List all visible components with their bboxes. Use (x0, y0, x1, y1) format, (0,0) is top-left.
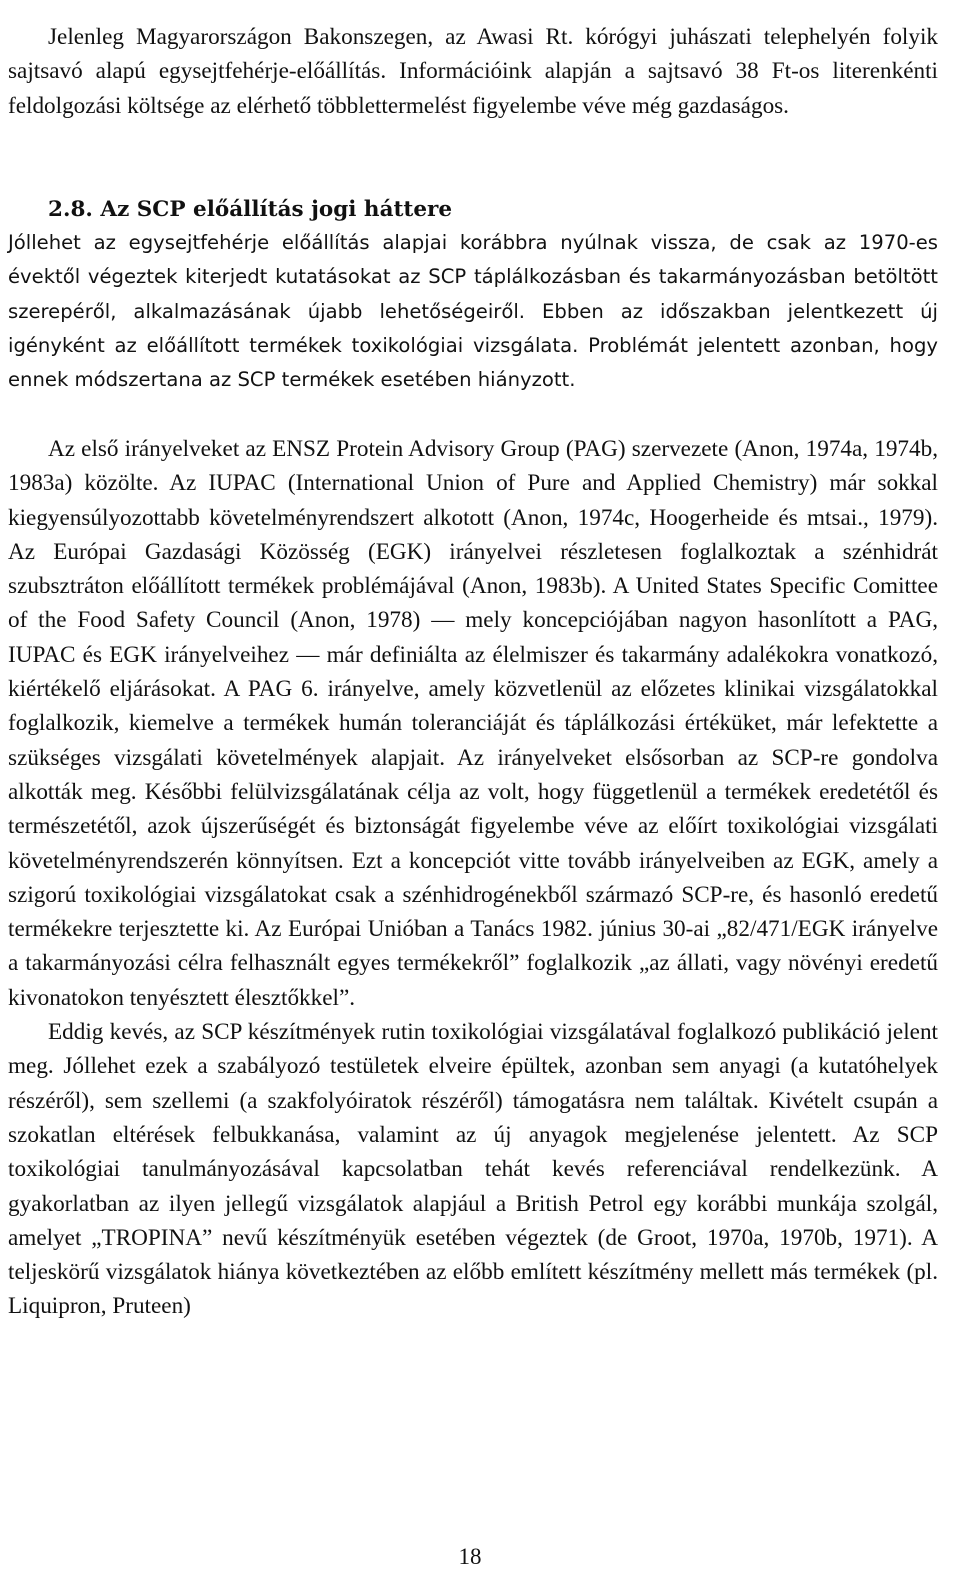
section-heading (48, 193, 928, 227)
page-number: 18 (458, 1544, 482, 1569)
intro-paragraph: Jelenleg Magyarországon Bakonszegen, az Awasi Rt. kórógyi juhászati telephelyén folyik sajtsavó alapú egysejtfehérje-előállítás. Információink alapján a sajtsavó 38 Ft-os literenkénti feldolgozási költsége az elérhető többlettermelést figyelembe véve még gazdaságos. (8, 24, 938, 119)
section-body (8, 432, 938, 1324)
section-title: Az SCP előállítás jogi háttere (100, 197, 453, 222)
section-number: 2.8. (48, 197, 93, 222)
body-paragraph: Az első irányelveket az ENSZ Protein Advisory Group (PAG) szervezete (Anon, 1974a, 1974b, 1983a) közölte. Az IUPAC (International Union of Pure and Applied Chemistry) már sokkal kiegyensúlyozottabb követelményrendszert alkotott (Anon, 1974c, Hoogerheide és mtsai., 1979). Az Európai Gazdasági Közösség (EGK) irányelvei részletesen foglalkoztak a szénhidrát szubsztráton előállított termékek problémájával (Anon, 1983b). A United States Specific Comittee of the Food Safety Council (Anon, 1978) — mely koncepciójában nagyon hasonlított a PAG, IUPAC és EGK irányelveihez — már definiálta az élelmiszer és takarmány adalékokra vonatkozó, kiértékelő eljárásokat. A PAG 6. irányelve, amely közvetlenül az előzetes klinikai vizsgálatokkal foglalkozik, kiemelve a termékek humán toleranciáját és táplálkozási értéküket, már lefektette a szükséges vizsgálati követelmények alapjait. Az irányelveket elsősorban az SCP-re gondolva alkották meg. Későbbi felülvizsgálatának célja az volt, hogy függetlenül a termékek eredetétől és természetétől, azok újszerűségét és biztonságát figyelembe véve az előírt toxikológiai vizsgálati követelményrendszerén könnyítsen. Ezt a koncepciót vitte tovább irányelveiben az EGK, amely a szigorú toxikológiai vizsgálatokat csak a szénhidrogénekből származó SCP-re, és hasonló eredetű termékekre terjesztette ki. Az Európai Unióban a Tanács 1982. június 30-ai „82/471/EGK irányelve a takarmányozási célra felhasznált egyes termékekről” foglalkozik „az állati, vagy növényi eredetű kivonatokon tenyésztett élesztőkkel”. (8, 436, 938, 1011)
section-first-paragraph: Jóllehet az egysejtfehérje előállítás alapjai korábbra nyúlnak vissza, de csak az 1970-es évektől végeztek kiterjedt kutatásokat az SCP táplálkozásban és takarmányozásban betöltött szerepéről, alkalmazásának újabb lehetőségeiről. Ebben az időszakban jelentkezett új igényként az előállított termékek toxikológiai vizsgálata. Problémát jelentett azonban, hogy ennek módszertana az SCP termékek esetében hiányzott. (8, 231, 938, 392)
body-paragraph: Eddig kevés, az SCP készítmények rutin toxikológiai vizsgálatával foglalkozó publikáció jelent meg. Jóllehet ezek a szabályozó testületek elveire épültek, azonban sem anyagi (a kutatóhelyek részéről), sem szellemi (a szakfolyóiratok részéről) támogatásra nem találtak. Kivételt csupán a szokatlan eltérések felbukkanása, valamint az új anyagok megjelenése jelentett. Az SCP toxikológiai tanulmányozásával kapcsolatban tehát kevés referenciával rendelkezünk. A gyakorlatban az ilyen jellegű vizsgálatok alapjául a British Petrol egy korábbi munkája szolgál, amelyet „TROPINA” nevű készítményük esetében végeztek (de Groot, 1970a, 1970b, 1971). A teljeskörű vizsgálatok hiánya következtében az előbb említett készítmény mellett más termékek (pl. Liquipron, Pruteen) (8, 1019, 938, 1320)
